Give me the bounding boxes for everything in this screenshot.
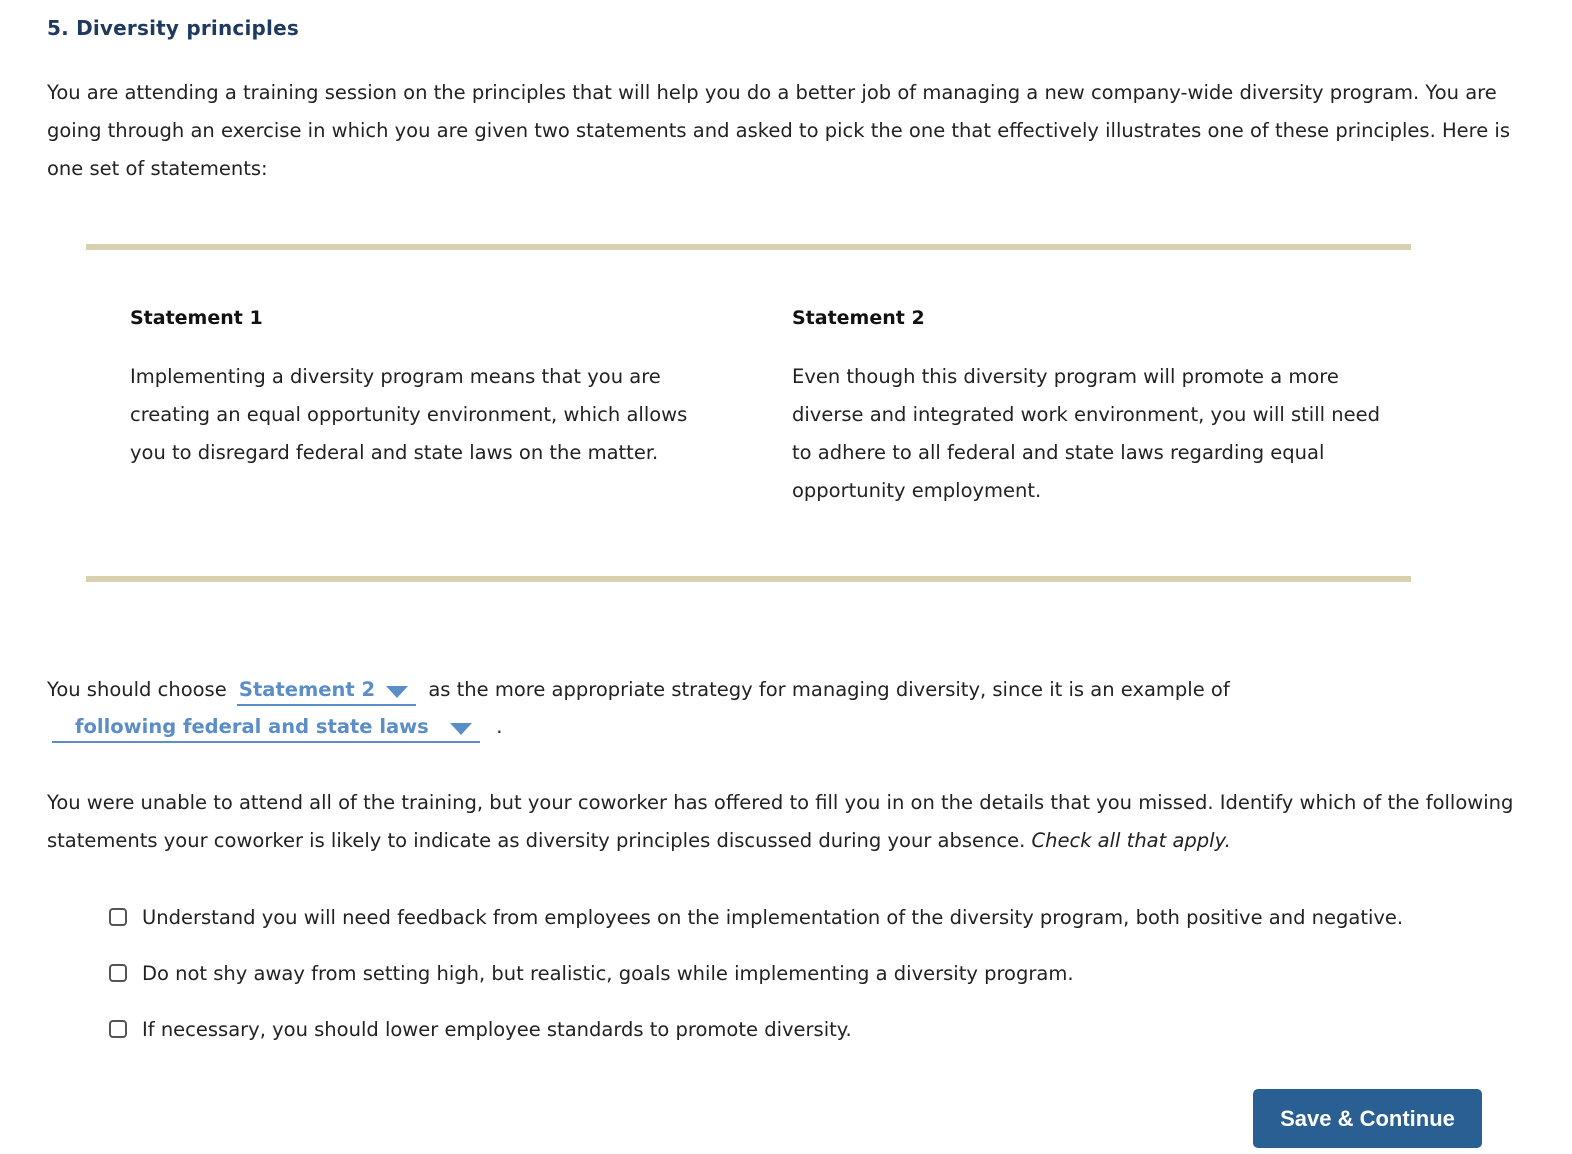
checklist-item-goals[interactable] [109,945,1403,1001]
checkbox-empty-icon[interactable] [109,1020,127,1038]
save-continue-button[interactable]: Save & Continue [1253,1089,1482,1148]
checklist-item-label: If necessary, you should lower employee standards to promote diversity. [142,1017,852,1041]
statement-2-heading: Statement 2 [792,307,925,329]
checklist-item-feedback[interactable] [109,889,1403,945]
fill-in-second-line [52,708,502,746]
page-title: 5. Diversity principles [47,16,299,40]
checklist-prompt [47,784,1527,860]
statement-choice-value: Statement 2 [238,678,376,701]
principle-choice-value: following federal and state laws [75,715,429,738]
fill-in-prefix: You should choose [47,678,227,701]
checkbox-empty-icon[interactable] [109,964,127,982]
intro-paragraph: You are attending a training session on the principles that will help you do a better job of managing a new company-wide diversity program. You are going through an exercise in which you are given two statements and asked to pick the one that effectively illustrates one of these principles. Here is one set of statements: [47,81,1511,180]
checklist-item-label: Do not shy away from setting high, but realistic, goals while implementing a diversity program. [142,961,1074,985]
statement-1-heading: Statement 1 [130,307,263,329]
principles-checklist [109,889,1403,1057]
checklist-item-standards[interactable] [109,1001,1403,1057]
caret-down-icon [386,686,408,698]
checkbox-empty-icon[interactable] [109,908,127,926]
checklist-prompt-text: You were unable to attend all of the training, but your coworker has offered to fill you in on the details that you missed. Identify which of the following statements your coworker is likely to indicate as diversity principles discussed during your absence. [47,791,1514,852]
fill-in-suffix: . [496,715,503,738]
statement-2-text: Even though this diversity program will promote a more diverse and integrated work environment, you will still need to adhere to all federal and state laws regarding equal opportunity employment. [792,365,1380,502]
principle-choice-dropdown[interactable] [52,713,480,743]
bottom-divider [86,576,1411,582]
statement-1 [130,305,720,472]
fill-in-middle: as the more appropriate strategy for managing diversity, since it is an example of [428,678,1230,701]
checklist-item-label: Understand you will need feedback from employees on the implementation of the diversity program, both positive and negative. [142,905,1404,929]
top-divider [86,244,1411,250]
statement-2 [792,305,1382,510]
statement-choice-dropdown[interactable] [237,676,416,706]
caret-down-icon [450,723,472,735]
fill-in-sentence [47,671,1527,709]
statement-1-text: Implementing a diversity program means that you are creating an equal opportunity environment, which allows you to disregard federal and state laws on the matter. [130,365,688,464]
checklist-instruction: Check all that apply. [1031,829,1231,852]
